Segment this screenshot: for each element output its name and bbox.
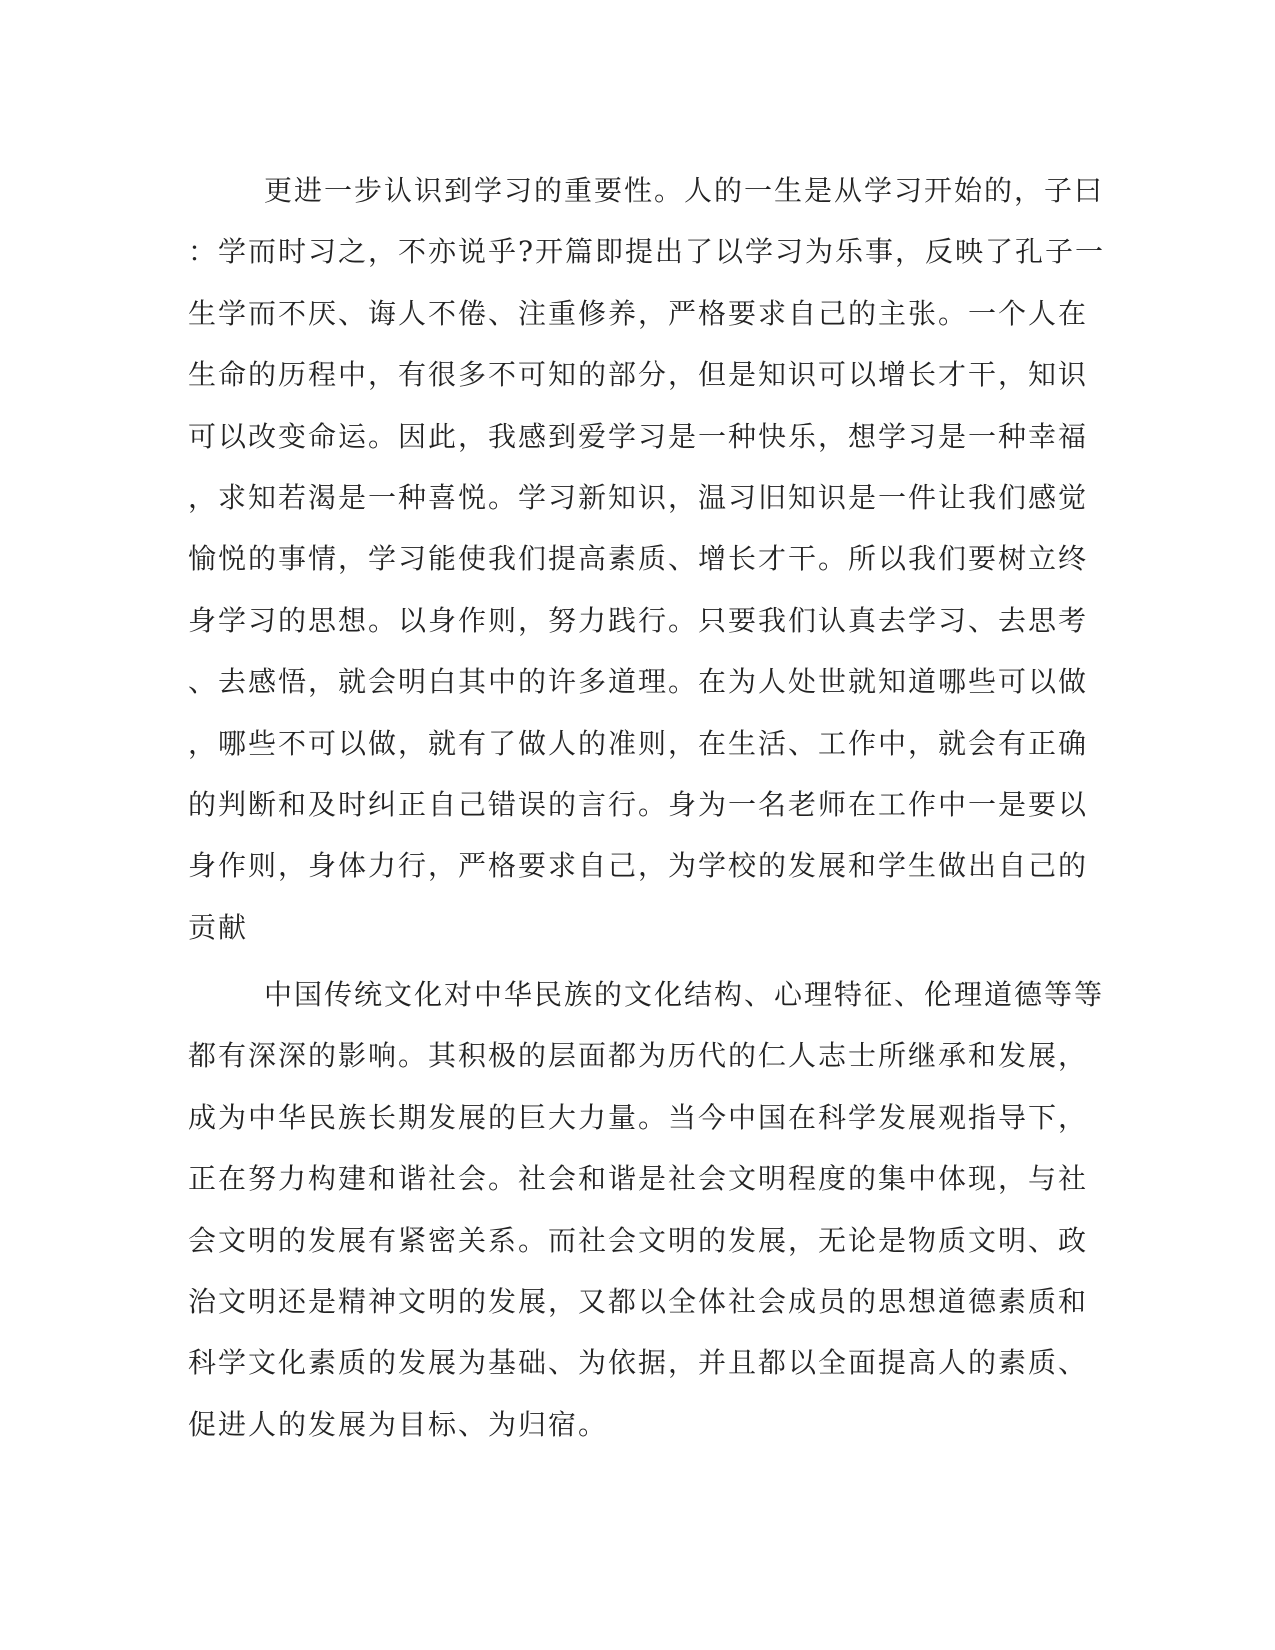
paragraph-learning (188, 160, 1106, 958)
text-line: 科学文化素质的发展为基础、为依据，并且都以全面提高人的素质、 (188, 1346, 1089, 1380)
text-line: 都有深深的影响。其积极的层面都为历代的仁人志士所继承和发展， (188, 1039, 1089, 1073)
text-line: 中国传统文化对中华民族的文化结构、心理特征、伦理道德等等 (264, 978, 1105, 1011)
text-line: ：学而时习之，不亦说乎?开篇即提出了以学习为乐事，反映了孔子一 (188, 235, 1106, 269)
text-line: 身作则，身体力行，严格要求自己，为学校的发展和学生做出自己的 (188, 849, 1089, 883)
text-line: ，哪些不可以做，就有了做人的准则，在生活、工作中，就会有正确 (188, 726, 1089, 760)
text-line: 会文明的发展有紧密关系。而社会文明的发展，无论是物质文明、政 (188, 1223, 1089, 1257)
text-line: 、去感悟，就会明白其中的许多道理。在为人处世就知道哪些可以做 (188, 665, 1089, 699)
text-line: 可以改变命运。因此，我感到爱学习是一种快乐，想学习是一种幸福 (188, 419, 1089, 453)
text-line: 正在努力构建和谐社会。社会和谐是社会文明程度的集中体现，与社 (188, 1162, 1089, 1196)
text-line: 身学习的思想。以身作则，努力践行。只要我们认真去学习、去思考 (188, 603, 1089, 637)
text-line: 生学而不厌、诲人不倦、注重修养，严格要求自己的主张。一个人在 (188, 296, 1089, 330)
text-line: 更进一步认识到学习的重要性。人的一生是从学习开始的，子曰 (264, 174, 1105, 207)
text-line: 成为中华民族长期发展的巨大力量。当今中国在科学发展观指导下， (188, 1100, 1089, 1134)
paragraph-traditional-culture (188, 964, 1105, 1455)
text-line: 促进人的发展为目标、为归宿。 (188, 1407, 609, 1441)
text-line: 的判断和及时纠正自己错误的言行。身为一名老师在工作中一是要以 (188, 787, 1089, 821)
text-line: 治文明还是精神文明的发展，又都以全体社会成员的思想道德素质和 (188, 1284, 1089, 1318)
text-line: 生命的历程中，有很多不可知的部分，但是知识可以增长才干，知识 (188, 358, 1089, 392)
text-line: 愉悦的事情，学习能使我们提高素质、增长才干。所以我们要树立终 (188, 542, 1089, 576)
text-line: ，求知若渴是一种喜悦。学习新知识，温习旧知识是一件让我们感觉 (188, 480, 1089, 514)
text-line: 贡献 (188, 910, 249, 944)
